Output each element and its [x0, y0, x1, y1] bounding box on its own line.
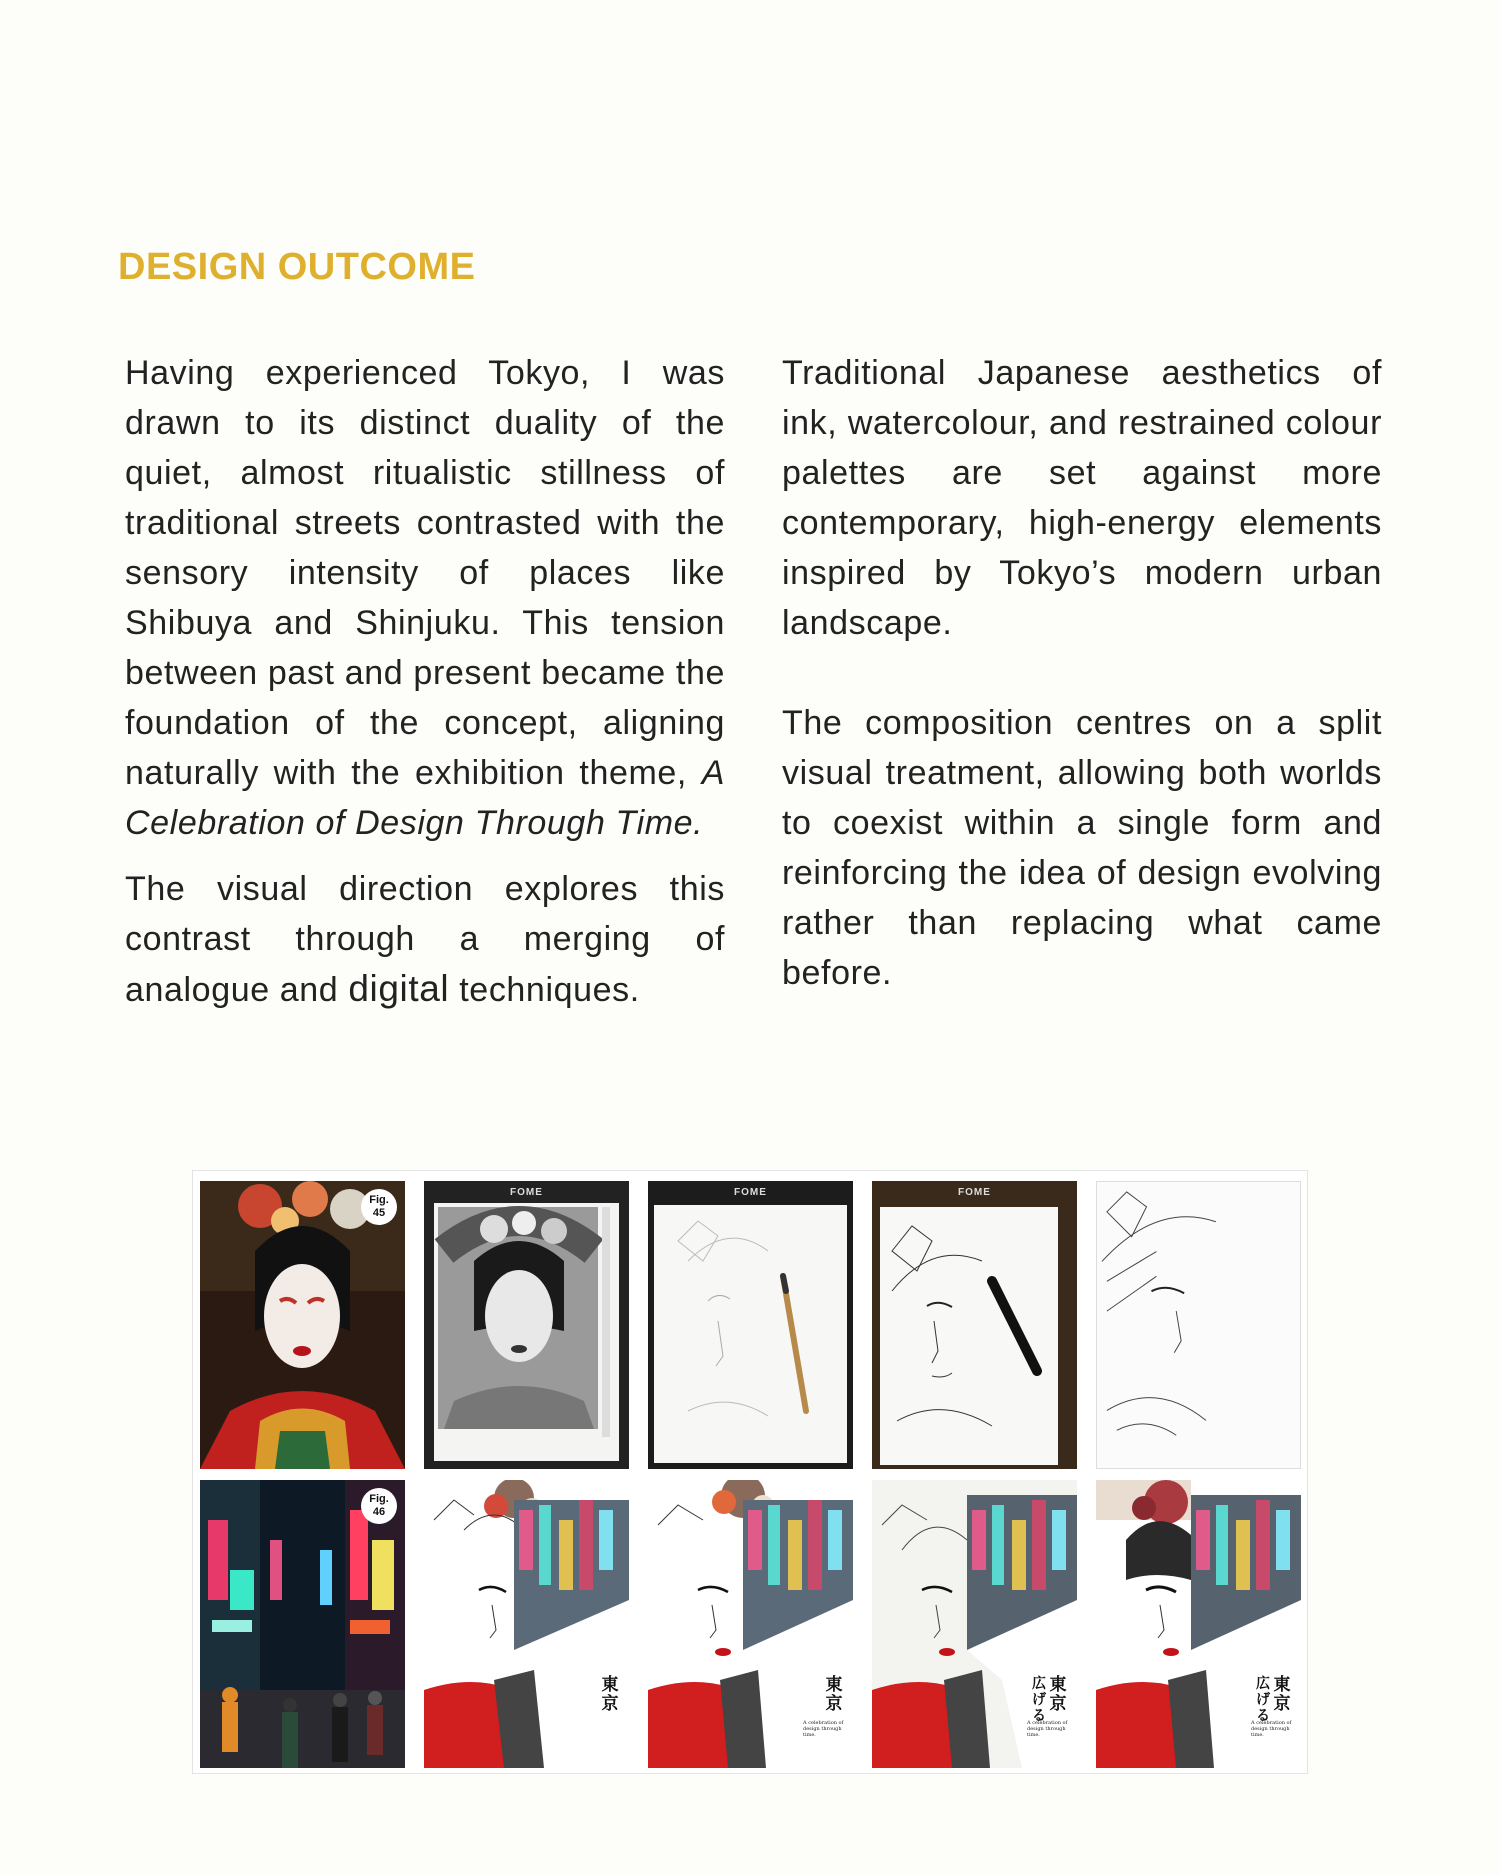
- process-gallery: [192, 1170, 1308, 1774]
- poster-kanji-title: 東京: [1049, 1675, 1067, 1714]
- poster-draft-1: [424, 1480, 629, 1768]
- tablet-bw-reference: [424, 1181, 629, 1469]
- tokyo-street-reference-photo: [200, 1480, 405, 1768]
- poster-kanji-title: 東京: [601, 1675, 619, 1714]
- left-text-column: [125, 348, 725, 1015]
- section-heading: DESIGN OUTCOME: [118, 246, 476, 288]
- poster-kanji-title: 東京: [825, 1675, 843, 1714]
- figure-45-badge: Fig. 45: [361, 1189, 397, 1225]
- poster-caption: A celebration of design through time.: [1251, 1720, 1292, 1738]
- exhibition-theme-title: A Celebration of Design Through Time.: [125, 754, 725, 842]
- left-paragraph-1: [125, 348, 725, 848]
- tablet-ink-lineart: [872, 1181, 1077, 1469]
- left-paragraph-1-text: Having experienced Tokyo, I was drawn to its distinct duality of the quiet, almost ritualistic stillness of traditional streets contrasted with the sensory intensity of places like Shibuya and Shinjuku. This tension between past and present became the foundation of the concept, aligning naturally with the exhibition theme,: [125, 354, 725, 792]
- left-paragraph-2-end: techniques.: [449, 971, 640, 1009]
- final-lineart-scan: [1096, 1181, 1301, 1469]
- left-paragraph-2: [125, 864, 725, 1015]
- poster-draft-2: [648, 1480, 853, 1768]
- poster-kanji-subtitle: 広げる: [1032, 1676, 1046, 1724]
- right-text-column: [782, 348, 1382, 998]
- geisha-reference-photo: [200, 1181, 405, 1469]
- tablet-brand-label: FOME: [734, 1187, 767, 1198]
- tablet-brand-label: FOME: [510, 1187, 543, 1198]
- tablet-pencil-sketch: [648, 1181, 853, 1469]
- poster-final: [1096, 1480, 1301, 1768]
- poster-caption: A celebration of design through time.: [1027, 1720, 1068, 1738]
- left-paragraph-2-text: The visual direction explores this contrast through a merging of analogue and: [125, 870, 725, 1009]
- figure-46-badge: Fig. 46: [361, 1488, 397, 1524]
- digital-word: digital: [348, 968, 450, 1009]
- right-paragraph-2: The composition centres on a split visual treatment, allowing both worlds to coexist within a single form and reinforcing the idea of design evolving rather than replacing what came before.: [782, 704, 1382, 992]
- poster-caption: A celebration of design through time.: [803, 1720, 844, 1738]
- tablet-brand-label: FOME: [958, 1187, 991, 1198]
- right-paragraph-1: Traditional Japanese aesthetics of ink, watercolour, and restrained colour palettes are set against more contemporary, high-energy elements inspired by Tokyo’s modern urban landscape.: [782, 354, 1382, 642]
- poster-kanji-subtitle: 広げる: [1256, 1676, 1270, 1724]
- poster-kanji-title: 東京: [1273, 1675, 1291, 1714]
- poster-draft-3: [872, 1480, 1077, 1768]
